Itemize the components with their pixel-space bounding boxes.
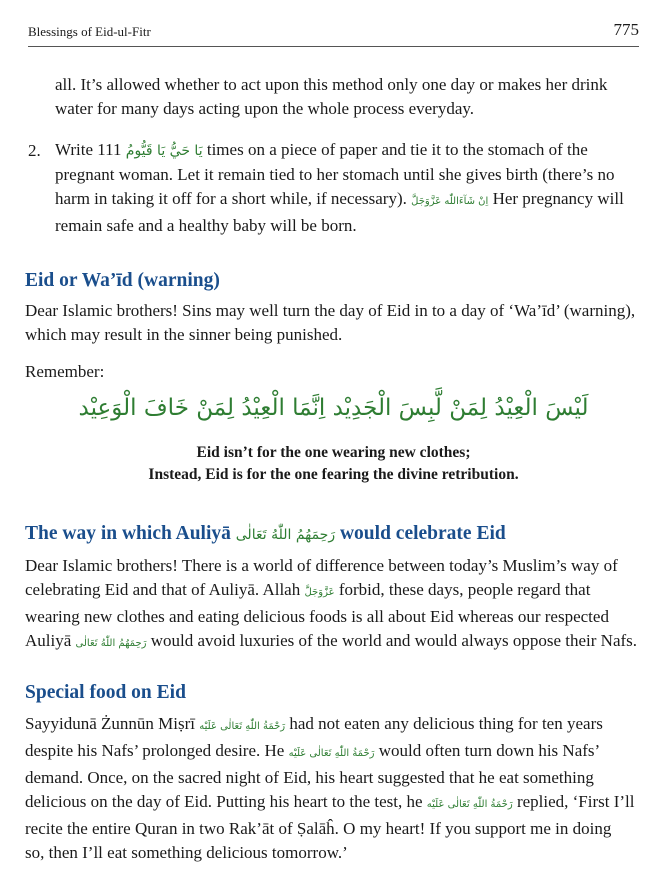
page-header xyxy=(28,18,639,47)
text-line: which may result in the sinner being punished. xyxy=(25,325,343,344)
para-continuation xyxy=(55,73,642,121)
text-line: harm in taking it off for a short while, if necessary). xyxy=(55,189,407,208)
verse-translation-line1: Eid isn’t for the one wearing new clothes; xyxy=(196,444,471,461)
arabic-honorific: رَحِمَهُمُ اللّٰهُ تَعَالٰی xyxy=(235,527,336,543)
text-line: all. It’s allowed whether to act upon this method only one day or makes her drink xyxy=(55,75,608,94)
arabic-inshallah: اِنْ شَآءَاللّٰه عَزَّوَجَلَّ xyxy=(411,196,489,207)
text-line: despite his Nafs’ prolonged desire. He xyxy=(25,741,285,760)
arabic-honorific: عَزَّوَجَلَّ xyxy=(304,587,335,598)
text-line: water for many days acting upon the whole process everyday. xyxy=(55,99,475,118)
text-line: replied, ‘First I’ll xyxy=(516,792,635,811)
heading-text: would celebrate Eid xyxy=(339,523,506,544)
section2-paragraph xyxy=(25,554,642,656)
page-number: 775 xyxy=(613,20,639,39)
list-number: 2. xyxy=(28,141,41,160)
text-line: recite the entire Quran in two Rak’āt of Ṣalāĥ. O my heart! If you support me in doing xyxy=(25,819,612,838)
arabic-honorific: رَحْمَةُ اللّٰهِ تَعَالٰی عَلَيْه xyxy=(288,748,375,759)
section1-paragraph xyxy=(25,299,642,347)
text-line: forbid, these days, people regard that xyxy=(338,580,591,599)
heading-text: The way in which Auliyā xyxy=(25,523,231,544)
section3-paragraph xyxy=(25,712,642,865)
section-heading-special-food: Special food on Eid xyxy=(25,682,186,703)
verse-translation-line2: Instead, Eid is for the one fearing the divine retribution. xyxy=(148,466,519,483)
text-line: Write xyxy=(55,140,94,159)
text-line: demand. Once, on the sacred night of Eid, his heart suggested that he eat something xyxy=(25,768,594,787)
arabic-verse: لَيْسَ الْعِيْدُ لِمَنْ لَّبِسَ الْجَدِيْد اِنَّمَا الْعِيْدُ لِمَنْ خَافَ الْوَعِيْد xyxy=(78,395,589,421)
running-head: Blessings of Eid-ul-Fitr xyxy=(28,24,151,39)
remember-label: Remember: xyxy=(25,362,105,381)
text-line: 111 times on a piece of paper and tie it to the stomach of the xyxy=(97,140,588,159)
text-line: Dear Islamic brothers! There is a world of difference between today’s Muslim’s way of xyxy=(25,556,618,575)
text-line: would avoid luxuries of the world and would always oppose their Nafs. xyxy=(150,631,638,650)
text-line: Sayyidunā Żunnūn Miṣrī xyxy=(25,714,195,733)
text-line: delicious on the day of Eid. Putting his heart to the test, he xyxy=(25,792,423,811)
text-line: wearing new clothes and eating delicious foods is all about Eid whereas our respected xyxy=(25,607,609,626)
text-line: so, then I’ll eat something delicious tomorrow.’ xyxy=(25,843,348,862)
text-line: would often turn down his Nafs’ xyxy=(378,741,601,760)
section-heading-eid-waid: Eid or Wa’īd (warning) xyxy=(25,270,220,291)
text-line: Dear Islamic brothers! Sins may well turn the day of Eid in to a day of ‘Wa’īd’ (warning), xyxy=(25,301,636,320)
arabic-honorific: رَحِمَهُمُ اللّٰهُ تَعَالٰی xyxy=(75,638,147,649)
section-heading-auliya xyxy=(25,523,506,545)
arabic-invocation: يَا حَيُّ يَا قَيُّومُ xyxy=(125,143,203,159)
text-line: Auliyā xyxy=(25,631,72,650)
list-item-2 xyxy=(55,138,642,238)
text-line: Her pregnancy will xyxy=(492,189,624,208)
text-line: remain safe and a healthy baby will be born. xyxy=(55,216,357,235)
text-line: celebrating Eid and that of Auliyā. Allah xyxy=(25,580,301,599)
arabic-honorific: رَحْمَةُ اللّٰهِ تَعَالٰی عَلَيْه xyxy=(426,799,513,810)
text-line: had not eaten any delicious thing for ten years xyxy=(289,714,603,733)
text-line: pregnant woman. Let it remain tied to her stomach until she gives birth (there’s no xyxy=(55,165,615,184)
arabic-honorific: رَحْمَةُ اللّٰهِ تَعَالٰی عَلَيْه xyxy=(199,721,286,732)
